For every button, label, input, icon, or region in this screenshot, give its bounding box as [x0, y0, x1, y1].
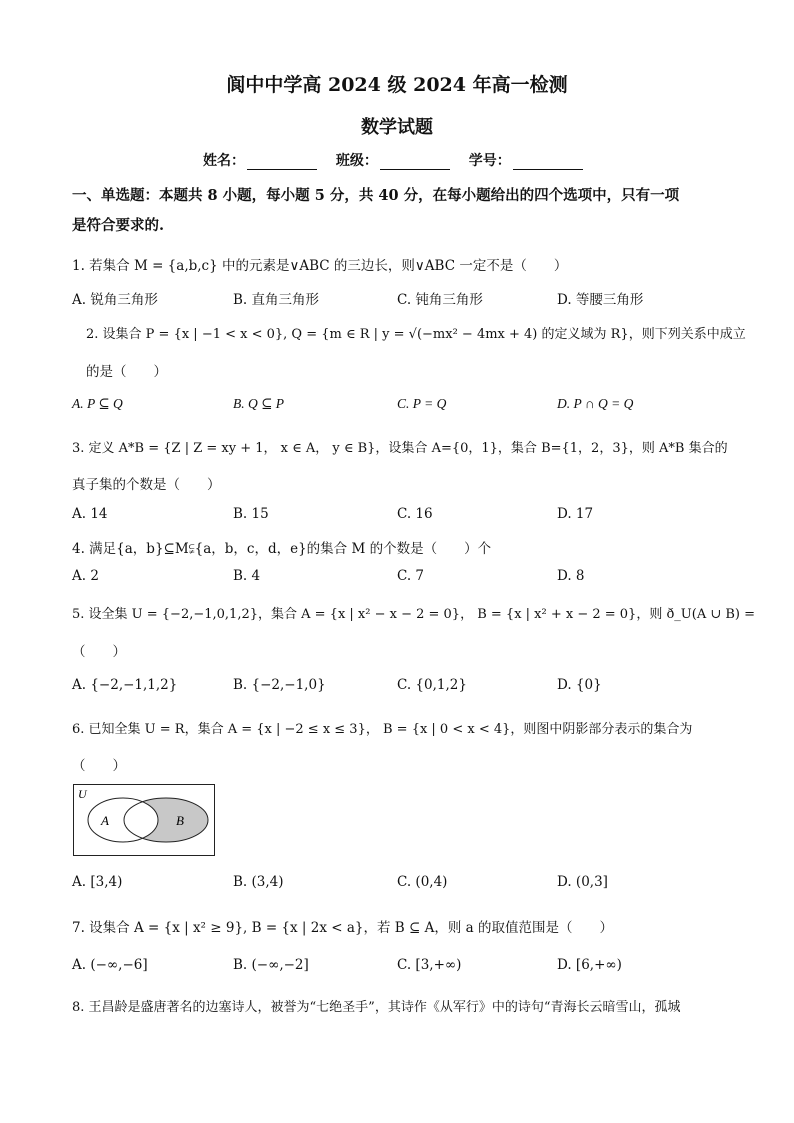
q1-option-b: B. 直角三角形 — [233, 292, 320, 308]
student-info — [203, 150, 597, 170]
q4-option-c: C. 7 — [397, 568, 425, 584]
name-label: 姓名： — [203, 153, 245, 169]
q5-option-a: A. {−2,−1,1,2} — [72, 677, 178, 693]
question-4: 4. 满足{a，b}⊆M⫋{a，b，c，d，e}的集合 M 的个数是（ ）个 — [72, 541, 492, 557]
q3-option-a: A. 14 — [72, 506, 108, 522]
q4-option-b: B. 4 — [233, 568, 261, 584]
q7-option-b: B. (−∞,−2] — [233, 957, 309, 973]
question-3-line2: 真子集的个数是（ ） — [72, 477, 221, 493]
question-6-line1: 6. 已知全集 U = R，集合 A = {x | −2 ≤ x ≤ 3}， B = {x | 0 < x < 4}，则图中阴影部分表示的集合为 — [72, 722, 693, 737]
q3-option-c: C. 16 — [397, 506, 433, 522]
q6-option-d: D. (0,3] — [557, 874, 608, 890]
page-subtitle: 数学试题 — [361, 117, 433, 138]
question-5-line1: 5. 设全集 U = {−2,−1,0,1,2}，集合 A = {x | x² − x − 2 = 0}， B = {x | x² + x − 2 = 0}，则 ð_U(A ∪ B) = — [72, 607, 756, 622]
q5-option-c: C. {0,1,2} — [397, 677, 467, 693]
q4-option-d: D. 8 — [557, 568, 585, 584]
venn-label-a: A — [101, 813, 109, 828]
venn-label-u: U — [78, 787, 87, 801]
venn-diagram — [73, 784, 215, 856]
section-heading-line1: 一、单选题：本题共 8 小题，每小题 5 分，共 40 分，在每小题给出的四个选项中，只有一项 — [72, 187, 680, 204]
question-3-line1: 3. 定义 A*B = {Z | Z = xy + 1， x ∈ A， y ∈ B}，设集合 A={0，1}，集合 B={1，2，3}，则 A*B 集合的 — [72, 441, 728, 456]
q3-option-d: D. 17 — [557, 506, 594, 522]
question-5-line2: （ ） — [72, 644, 126, 660]
q1-option-a: A. 锐角三角形 — [72, 292, 158, 308]
q6-option-c: C. (0,4) — [397, 874, 448, 890]
q3-option-b: B. 15 — [233, 506, 269, 522]
q5-option-d: D. {0} — [557, 677, 602, 693]
question-2-line1: 2. 设集合 P = {x | −1 < x < 0}, Q = {m ∈ R | y = √(−mx² − 4mx + 4) 的定义域为 R}，则下列关系中成立 — [86, 327, 746, 342]
q6-option-b: B. (3,4) — [233, 874, 284, 890]
id-blank — [513, 155, 583, 170]
question-2-line2: 的是（ ） — [86, 364, 167, 380]
q2-option-b: B. Q ⊆ P — [233, 396, 285, 411]
page-title: 阆中中学高 2024 级 2024 年高一检测 — [226, 74, 568, 96]
q1-option-c: C. 钝角三角形 — [397, 292, 483, 308]
q7-option-a: A. (−∞,−6] — [72, 957, 148, 973]
question-7: 7. 设集合 A = {x | x² ≥ 9}, B = {x | 2x < a}，若 B ⊆ A，则 a 的取值范围是（ ） — [72, 920, 613, 936]
q2-option-d: D. P ∩ Q = Q — [557, 396, 634, 411]
q5-option-b: B. {−2,−1,0} — [233, 677, 326, 693]
section-heading-line2: 是符合要求的. — [72, 217, 165, 234]
q2-option-a: A. P ⊆ Q — [72, 396, 123, 411]
id-label: 学号： — [468, 153, 511, 169]
q7-option-d: D. [6,+∞) — [557, 957, 622, 973]
class-blank — [380, 155, 450, 170]
q6-option-a: A. [3,4) — [72, 874, 123, 890]
question-8-line1: 8. 王昌龄是盛唐著名的边塞诗人，被誉为“七绝圣手”，其诗作《从军行》中的诗句“青海长云暗雪山，孤城 — [72, 1000, 681, 1015]
question-6-line2: （ ） — [72, 758, 126, 774]
name-blank — [247, 155, 317, 170]
q2-option-c: C. P = Q — [397, 396, 447, 411]
q1-option-d: D. 等腰三角形 — [557, 292, 644, 308]
class-label: 班级： — [335, 153, 378, 169]
venn-label-b: B — [176, 813, 184, 828]
q7-option-c: C. [3,+∞) — [397, 957, 462, 973]
question-1: 1. 若集合 M = {a,b,c} 中的元素是∨ABC 的三边长，则∨ABC 一定不是（ ） — [72, 258, 568, 274]
q4-option-a: A. 2 — [72, 568, 99, 584]
